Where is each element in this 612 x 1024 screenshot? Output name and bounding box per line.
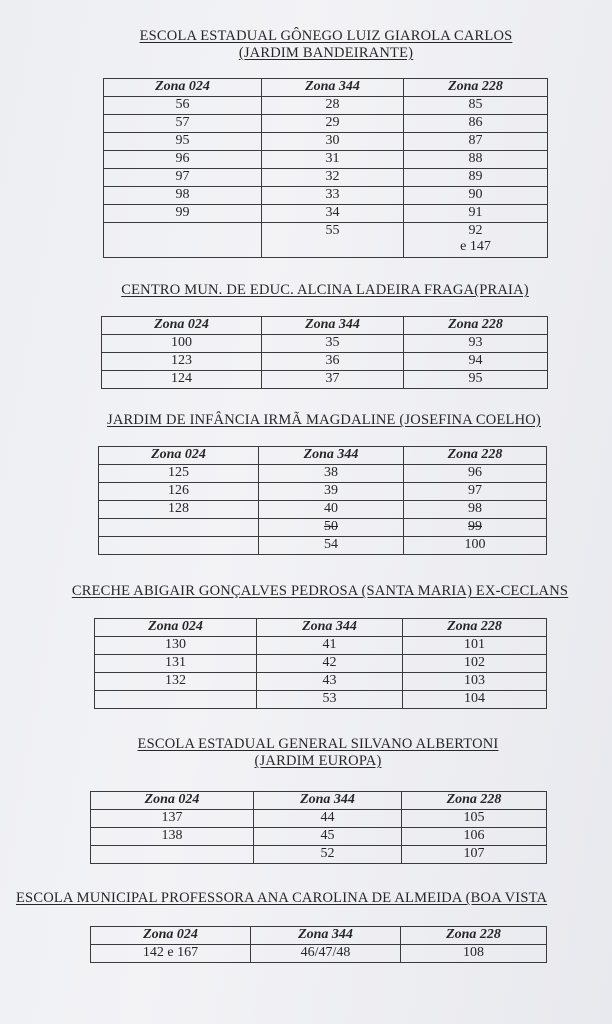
col-header-zona-228: Zona 228 bbox=[403, 619, 547, 637]
cell-zona-344: 40 bbox=[259, 501, 404, 519]
cell-zona-024: 96 bbox=[104, 151, 262, 169]
cell-zona-344: 35 bbox=[262, 335, 404, 353]
cell-zona-344-struck: 50 bbox=[259, 519, 404, 537]
cell-zona-024: 123 bbox=[102, 353, 262, 371]
cell-zona-228: 86 bbox=[404, 115, 548, 133]
school-heading-5 bbox=[0, 736, 612, 770]
table-row bbox=[95, 691, 547, 709]
cell-zona-228: 98 bbox=[404, 501, 547, 519]
cell-zona-024: 130 bbox=[95, 637, 257, 655]
col-header-zona-228: Zona 228 bbox=[404, 79, 548, 97]
cell-zona-024 bbox=[95, 691, 257, 709]
table-row bbox=[104, 97, 548, 115]
cell-zona-228: 96 bbox=[404, 465, 547, 483]
table-row bbox=[91, 810, 547, 828]
cell-zona-344: 31 bbox=[262, 151, 404, 169]
table-header-row bbox=[99, 447, 547, 465]
cell-zona-024: 124 bbox=[102, 371, 262, 389]
school-name: ESCOLA ESTADUAL GENERAL SILVANO ALBERTONI bbox=[137, 736, 499, 752]
cell-zona-228: 105 bbox=[402, 810, 547, 828]
cell-zona-228: 106 bbox=[402, 828, 547, 846]
table-header-row bbox=[102, 317, 548, 335]
table-row bbox=[99, 537, 547, 555]
table-row bbox=[104, 169, 548, 187]
school-name: ESCOLA ESTADUAL GÔNEGO LUIZ GIAROLA CARLOS bbox=[139, 28, 513, 44]
cell-zona-344: 29 bbox=[262, 115, 404, 133]
cell-zona-344: 52 bbox=[254, 846, 402, 864]
cell-zona-344: 34 bbox=[262, 205, 404, 223]
cell-zona-024: 99 bbox=[104, 205, 262, 223]
cell-zona-024: 128 bbox=[99, 501, 259, 519]
cell-zona-228: 90 bbox=[404, 187, 548, 205]
cell-zona-228: 93 bbox=[404, 335, 548, 353]
school-name: JARDIM DE INFÂNCIA IRMÃ MAGDALINE (JOSEFINA COELHO) bbox=[107, 412, 541, 428]
cell-zona-344: 43 bbox=[257, 673, 403, 691]
cell-zona-228: 94 bbox=[404, 353, 548, 371]
table-header-row bbox=[91, 792, 547, 810]
zone-table-1 bbox=[103, 78, 548, 258]
table-row bbox=[102, 335, 548, 353]
school-name: ESCOLA MUNICIPAL PROFESSORA ANA CAROLINA DE ALMEIDA (BOA VISTA bbox=[16, 890, 548, 906]
cell-zona-228: 100 bbox=[404, 537, 547, 555]
table-header-row bbox=[95, 619, 547, 637]
zone-table-2 bbox=[101, 316, 548, 389]
cell-zona-228 bbox=[404, 223, 548, 258]
cell-zona-024 bbox=[104, 223, 262, 258]
cell-zona-024: 142 e 167 bbox=[91, 945, 251, 963]
col-header-zona-228: Zona 228 bbox=[402, 792, 547, 810]
col-header-zona-024: Zona 024 bbox=[91, 927, 251, 945]
cell-value: 92 bbox=[468, 223, 483, 238]
zone-table-6 bbox=[90, 926, 547, 963]
cell-zona-228: 87 bbox=[404, 133, 548, 151]
table-row bbox=[95, 655, 547, 673]
cell-zona-344: 45 bbox=[254, 828, 402, 846]
table-header-row bbox=[91, 927, 547, 945]
col-header-zona-024: Zona 024 bbox=[104, 79, 262, 97]
cell-zona-024: 137 bbox=[91, 810, 254, 828]
zone-table-3 bbox=[98, 446, 547, 555]
school-heading-6 bbox=[16, 890, 547, 907]
col-header-zona-024: Zona 024 bbox=[99, 447, 259, 465]
cell-zona-344: 53 bbox=[257, 691, 403, 709]
col-header-zona-024: Zona 024 bbox=[91, 792, 254, 810]
cell-zona-228: 91 bbox=[404, 205, 548, 223]
cell-zona-228: 102 bbox=[403, 655, 547, 673]
cell-zona-228: 103 bbox=[403, 673, 547, 691]
cell-zona-024: 131 bbox=[95, 655, 257, 673]
col-header-zona-344: Zona 344 bbox=[251, 927, 401, 945]
cell-zona-344: 30 bbox=[262, 133, 404, 151]
cell-zona-228: 85 bbox=[404, 97, 548, 115]
cell-zona-024: 57 bbox=[104, 115, 262, 133]
cell-zona-024: 97 bbox=[104, 169, 262, 187]
cell-zona-344: 54 bbox=[259, 537, 404, 555]
cell-zona-024: 126 bbox=[99, 483, 259, 501]
cell-zona-344: 41 bbox=[257, 637, 403, 655]
table-row bbox=[104, 151, 548, 169]
cell-zona-228: 95 bbox=[404, 371, 548, 389]
school-heading-3 bbox=[0, 412, 612, 429]
col-header-zona-344: Zona 344 bbox=[262, 79, 404, 97]
cell-zona-228: 101 bbox=[403, 637, 547, 655]
col-header-zona-228: Zona 228 bbox=[404, 317, 548, 335]
cell-zona-024: 95 bbox=[104, 133, 262, 151]
cell-zona-024: 125 bbox=[99, 465, 259, 483]
col-header-zona-228: Zona 228 bbox=[404, 447, 547, 465]
table-header-row bbox=[104, 79, 548, 97]
table-row bbox=[91, 846, 547, 864]
cell-zona-344: 55 bbox=[262, 223, 404, 258]
table-row bbox=[102, 353, 548, 371]
col-header-zona-344: Zona 344 bbox=[257, 619, 403, 637]
cell-zona-344: 36 bbox=[262, 353, 404, 371]
cell-zona-228: 107 bbox=[402, 846, 547, 864]
cell-extra-value: e 147 bbox=[460, 239, 491, 254]
table-row bbox=[104, 205, 548, 223]
cell-zona-024 bbox=[91, 846, 254, 864]
col-header-zona-024: Zona 024 bbox=[102, 317, 262, 335]
table-row bbox=[104, 133, 548, 151]
cell-zona-344: 38 bbox=[259, 465, 404, 483]
table-row bbox=[99, 465, 547, 483]
col-header-zona-344: Zona 344 bbox=[254, 792, 402, 810]
school-heading-2 bbox=[0, 282, 612, 299]
cell-zona-344: 46/47/48 bbox=[251, 945, 401, 963]
col-header-zona-024: Zona 024 bbox=[95, 619, 257, 637]
table-row bbox=[104, 115, 548, 133]
school-heading-1 bbox=[0, 28, 612, 62]
table-row bbox=[104, 223, 548, 258]
table-row bbox=[102, 371, 548, 389]
cell-zona-024: 100 bbox=[102, 335, 262, 353]
cell-zona-344: 39 bbox=[259, 483, 404, 501]
school-heading-4 bbox=[0, 583, 612, 600]
cell-zona-228: 97 bbox=[404, 483, 547, 501]
cell-zona-344: 32 bbox=[262, 169, 404, 187]
school-neighborhood: (JARDIM EUROPA) bbox=[254, 753, 382, 769]
table-row bbox=[95, 673, 547, 691]
cell-zona-024: 138 bbox=[91, 828, 254, 846]
cell-zona-024: 132 bbox=[95, 673, 257, 691]
table-row bbox=[91, 945, 547, 963]
cell-zona-344: 42 bbox=[257, 655, 403, 673]
table-row bbox=[104, 187, 548, 205]
table-row bbox=[91, 828, 547, 846]
cell-zona-344: 33 bbox=[262, 187, 404, 205]
cell-zona-228: 88 bbox=[404, 151, 548, 169]
cell-zona-024 bbox=[99, 537, 259, 555]
cell-zona-024 bbox=[99, 519, 259, 537]
col-header-zona-228: Zona 228 bbox=[401, 927, 547, 945]
table-row bbox=[95, 637, 547, 655]
cell-zona-228: 104 bbox=[403, 691, 547, 709]
cell-zona-344: 44 bbox=[254, 810, 402, 828]
cell-zona-228-struck: 99 bbox=[404, 519, 547, 537]
zone-table-4 bbox=[94, 618, 547, 709]
cell-zona-024: 98 bbox=[104, 187, 262, 205]
table-row bbox=[99, 519, 547, 537]
table-row bbox=[99, 501, 547, 519]
cell-zona-228: 89 bbox=[404, 169, 548, 187]
col-header-zona-344: Zona 344 bbox=[262, 317, 404, 335]
school-name: CRECHE ABIGAIR GONÇALVES PEDROSA (SANTA MARIA) EX-CECLANS bbox=[71, 583, 569, 599]
zone-table-5 bbox=[90, 791, 547, 864]
cell-zona-344: 37 bbox=[262, 371, 404, 389]
cell-zona-344: 28 bbox=[262, 97, 404, 115]
school-name: CENTRO MUN. DE EDUC. ALCINA LADEIRA FRAGA(PRAIA) bbox=[121, 282, 529, 298]
cell-zona-024: 56 bbox=[104, 97, 262, 115]
school-neighborhood: (JARDIM BANDEIRANTE) bbox=[238, 45, 414, 61]
col-header-zona-344: Zona 344 bbox=[259, 447, 404, 465]
table-row bbox=[99, 483, 547, 501]
cell-zona-228: 108 bbox=[401, 945, 547, 963]
